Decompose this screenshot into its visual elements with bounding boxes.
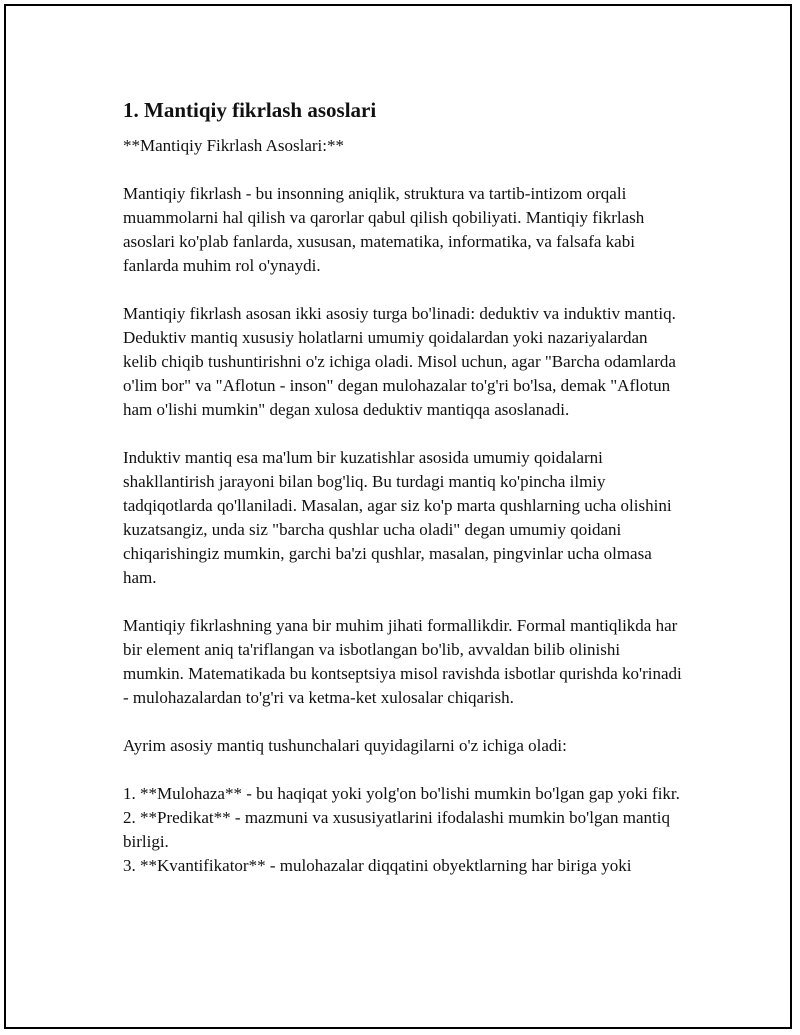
concept-list <box>123 782 683 878</box>
page-frame <box>4 4 792 1029</box>
paragraph-list-intro: Ayrim asosiy mantiq tushunchalari quyidagilarni o'z ichiga oladi: <box>123 736 567 755</box>
paragraph-formal: Mantiqiy fikrlashning yana bir muhim jihati formallikdir. Formal mantiqlikda har bir element aniq ta'riflangan va isbotlangan bo'lib, avvaldan bilib olinishi mumkin. Matematikada bu kontseptsiya misol ravishda isbotlar qurishda ko'rinadi - mulohazalardan to'g'ri va ketma-ket xulosalar chiqarish. <box>123 616 682 707</box>
document-body <box>123 96 683 878</box>
list-item: 3. **Kvantifikator** - mulohazalar diqqatini obyektlarning har biriga yoki <box>123 856 632 875</box>
section-subheading: **Mantiqiy Fikrlash Asoslari:** <box>123 136 344 155</box>
paragraph-inductive: Induktiv mantiq esa ma'lum bir kuzatishlar asosida umumiy qoidalarni shakllantirish jarayoni bilan bog'liq. Bu turdagi mantiq ko'pincha ilmiy tadqiqotlarda qo'llaniladi. Masalan, agar siz ko'p marta qushlarning ucha olishini kuzatsangiz, unda siz "barcha qushlar ucha oladi" degan umumiy qoidani chiqarishingiz mumkin, garchi ba'zi qushlar, masalan, pingvinlar ucha olmasa ham. <box>123 448 672 587</box>
document-title: 1. Mantiqiy fikrlash asoslari <box>123 98 377 122</box>
paragraph-intro: Mantiqiy fikrlash - bu insonning aniqlik, struktura va tartib-intizom orqali muammolarni hal qilish va qarorlar qabul qilish qobiliyati. Mantiqiy fikrlash asoslari ko'plab fanlarda, xususan, matematika, informatika, va falsafa kabi fanlarda muhim rol o'ynaydi. <box>123 184 645 275</box>
list-item: 1. **Mulohaza** - bu haqiqat yoki yolg'on bo'lishi mumkin bo'lgan gap yoki fikr. <box>123 784 680 803</box>
paragraph-deductive: Mantiqiy fikrlash asosan ikki asosiy turga bo'linadi: deduktiv va induktiv mantiq. Deduktiv mantiq xususiy holatlarni umumiy qoidalardan yoki nazariyalardan kelib chiqib tushuntirishni o'z ichiga oladi. Misol uchun, agar "Barcha odamlarda o'lim bor" va "Aflotun - inson" degan mulohazalar to'g'ri bo'lsa, demak "Aflotun ham o'lishi mumkin" degan xulosa deduktiv mantiqqa asoslanadi. <box>123 304 676 419</box>
list-item: 2. **Predikat** - mazmuni va xususiyatlarini ifodalashi mumkin bo'lgan mantiq birligi. <box>123 808 670 851</box>
